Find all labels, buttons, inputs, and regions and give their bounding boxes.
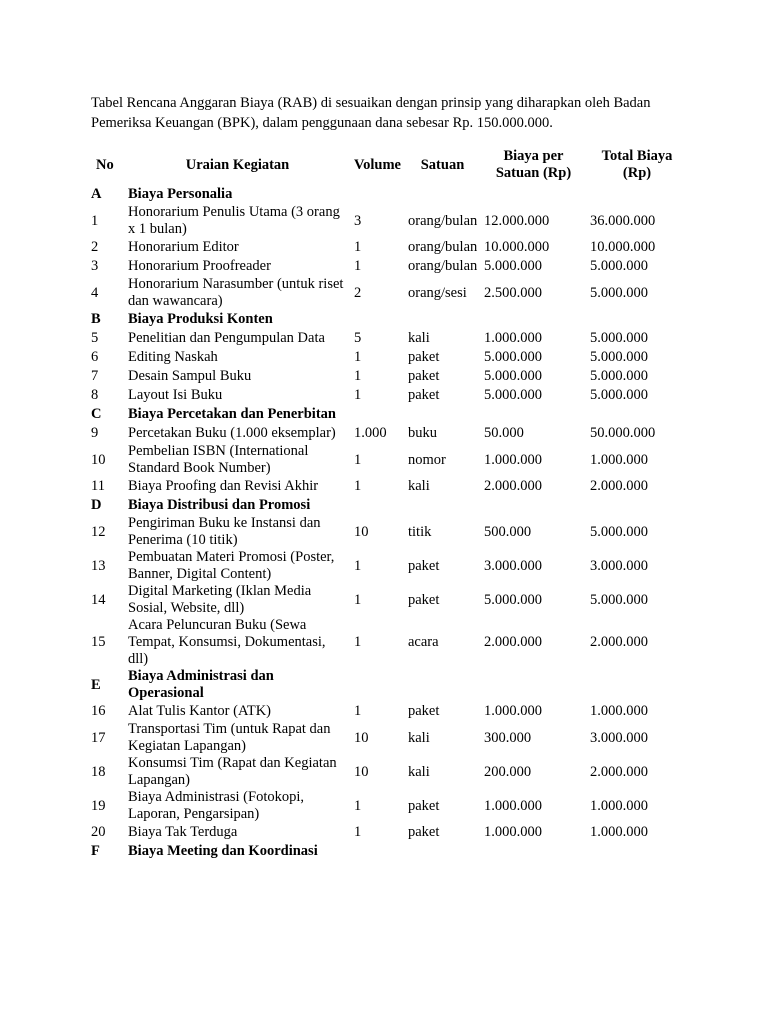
item-volume: 1 [354, 387, 362, 403]
item-uraian: Alat Tulis Kantor (ATK) [128, 703, 271, 719]
item-volume: 10 [354, 763, 369, 780]
empty-cell [480, 668, 586, 702]
item-uraian: Honorarium Narasumber (untuk riset dan wawancara) [128, 276, 344, 309]
empty-cell [404, 405, 480, 424]
item-volume: 1 [354, 634, 362, 650]
item-uraian: Desain Sampul Buku [128, 368, 252, 384]
item-total-biaya: 36.000.000 [590, 212, 656, 229]
item-uraian: Percetakan Buku (1.000 eksemplar) [128, 425, 336, 441]
table-row [87, 276, 687, 310]
section-code: B [91, 311, 101, 327]
item-biaya-per-satuan: 5.000.000 [484, 349, 542, 365]
item-satuan: kali [408, 478, 430, 494]
item-total-biaya: 5.000.000 [590, 349, 648, 365]
item-volume: 1 [354, 824, 362, 840]
empty-cell [480, 185, 586, 204]
section-code: A [91, 186, 102, 202]
empty-cell [350, 842, 404, 861]
section-row [87, 405, 687, 424]
item-uraian: Acara Peluncuran Buku (Sewa Tempat, Konsumsi, Dokumentasi, dll) [128, 617, 326, 667]
item-total-biaya: 2.000.000 [590, 478, 648, 494]
item-volume: 1 [354, 368, 362, 384]
header-no: No [96, 156, 114, 173]
item-satuan: buku [408, 425, 437, 441]
intro-paragraph: Tabel Rencana Anggaran Biaya (RAB) di sesuaikan dengan prinsip yang diharapkan oleh Badan Pemeriksa Keuangan (BPK), dalam penggunaan dana sebesar Rp. 150.000.000. [91, 95, 651, 131]
header-volume: Volume [354, 156, 401, 173]
item-uraian: Honorarium Editor [128, 239, 239, 255]
item-volume: 1 [354, 239, 362, 255]
item-satuan: acara [408, 634, 439, 650]
item-biaya-per-satuan: 1.000.000 [484, 451, 542, 468]
item-biaya-per-satuan: 5.000.000 [484, 368, 542, 384]
item-biaya-per-satuan: 12.000.000 [484, 212, 550, 229]
item-biaya-per-satuan: 50.000 [484, 425, 524, 441]
item-biaya-per-satuan: 2.000.000 [484, 634, 542, 650]
item-biaya-per-satuan: 1.000.000 [484, 703, 542, 719]
item-total-biaya: 2.000.000 [590, 763, 648, 780]
section-row [87, 668, 687, 702]
empty-cell [480, 842, 586, 861]
section-title: Biaya Personalia [128, 186, 233, 202]
item-total-biaya: 1.000.000 [590, 797, 648, 814]
item-uraian: Biaya Proofing dan Revisi Akhir [128, 478, 319, 494]
item-volume: 1.000 [354, 425, 387, 441]
item-uraian: Pengiriman Buku ke Instansi dan Penerima (10 titik) [128, 515, 321, 548]
empty-cell [586, 668, 687, 702]
table-row [87, 721, 687, 755]
item-uraian: Penelitian dan Pengumpulan Data [128, 330, 325, 346]
item-biaya-per-satuan: 5.000.000 [484, 387, 542, 403]
item-satuan: orang/bulan [408, 258, 478, 274]
item-volume: 3 [354, 212, 362, 229]
item-uraian: Konsumsi Tim (Rapat dan Kegiatan Lapangan) [128, 755, 337, 788]
empty-cell [586, 310, 687, 329]
item-total-biaya: 1.000.000 [590, 703, 648, 719]
empty-cell [480, 310, 586, 329]
item-no: 17 [91, 729, 106, 746]
item-no: 8 [91, 387, 99, 403]
item-volume: 1 [354, 349, 362, 365]
table-row [87, 702, 687, 721]
table-row [87, 515, 687, 549]
item-total-biaya: 5.000.000 [590, 591, 648, 608]
item-biaya-per-satuan: 10.000.000 [484, 239, 550, 255]
item-satuan: paket [408, 368, 440, 384]
section-code: F [91, 843, 100, 859]
header-uraian: Uraian Kegiatan [185, 156, 290, 173]
empty-cell [480, 405, 586, 424]
item-satuan: titik [408, 523, 432, 540]
item-satuan: orang/sesi [408, 284, 467, 301]
section-code: D [91, 497, 102, 513]
table-row [87, 238, 687, 257]
section-row [87, 185, 687, 204]
empty-cell [350, 668, 404, 702]
section-code: E [91, 676, 101, 693]
empty-cell [404, 668, 480, 702]
item-total-biaya: 5.000.000 [590, 330, 648, 346]
table-row [87, 329, 687, 348]
item-uraian: Digital Marketing (Iklan Media Sosial, Website, dll) [128, 583, 312, 616]
item-total-biaya: 50.000.000 [590, 425, 656, 441]
table-row [87, 549, 687, 583]
item-no: 13 [91, 557, 106, 574]
table-row [87, 789, 687, 823]
table-header-row [87, 145, 687, 185]
item-total-biaya: 1.000.000 [590, 451, 648, 468]
empty-cell [404, 842, 480, 861]
table-row [87, 583, 687, 617]
empty-cell [350, 310, 404, 329]
table-row [87, 204, 687, 238]
item-no: 2 [91, 239, 99, 255]
item-volume: 1 [354, 591, 362, 608]
item-satuan: orang/bulan [408, 239, 478, 255]
item-uraian: Honorarium Proofreader [128, 258, 271, 274]
item-no: 1 [91, 212, 99, 229]
item-no: 12 [91, 523, 106, 540]
item-uraian: Transportasi Tim (untuk Rapat dan Kegiatan Lapangan) [128, 721, 331, 754]
item-satuan: paket [408, 557, 440, 574]
item-satuan: paket [408, 703, 440, 719]
item-satuan: kali [408, 729, 430, 746]
item-satuan: paket [408, 349, 440, 365]
section-title: Biaya Distribusi dan Promosi [128, 497, 311, 513]
table-body [87, 185, 687, 861]
item-volume: 1 [354, 703, 362, 719]
item-volume: 1 [354, 557, 362, 574]
item-satuan: paket [408, 797, 440, 814]
table-row [87, 617, 687, 668]
section-title: Biaya Meeting dan Koordinasi [128, 843, 318, 859]
item-biaya-per-satuan: 5.000.000 [484, 258, 542, 274]
empty-cell [350, 496, 404, 515]
item-biaya-per-satuan: 500.000 [484, 523, 532, 540]
empty-cell [586, 185, 687, 204]
item-no: 5 [91, 330, 99, 346]
item-uraian: Layout Isi Buku [128, 387, 223, 403]
empty-cell [350, 185, 404, 204]
item-total-biaya: 5.000.000 [590, 368, 648, 384]
item-volume: 10 [354, 523, 369, 540]
item-satuan: kali [408, 763, 430, 780]
item-volume: 10 [354, 729, 369, 746]
item-biaya-per-satuan: 300.000 [484, 729, 532, 746]
item-total-biaya: 3.000.000 [590, 557, 648, 574]
item-volume: 1 [354, 451, 362, 468]
item-no: 9 [91, 425, 99, 441]
item-biaya-per-satuan: 2.500.000 [484, 284, 542, 301]
item-no: 7 [91, 368, 99, 384]
item-uraian: Editing Naskah [128, 349, 218, 365]
item-no: 11 [91, 478, 105, 494]
empty-cell [480, 496, 586, 515]
item-uraian: Biaya Administrasi (Fotokopi, Laporan, Pengarsipan) [128, 789, 305, 822]
item-no: 3 [91, 258, 99, 274]
rab-table [87, 145, 687, 861]
table-row [87, 367, 687, 386]
empty-cell [586, 842, 687, 861]
table-row [87, 348, 687, 367]
section-code: C [91, 406, 102, 422]
empty-cell [350, 405, 404, 424]
empty-cell [404, 185, 480, 204]
item-uraian: Pembelian ISBN (International Standard Book Number) [128, 443, 309, 476]
item-total-biaya: 5.000.000 [590, 387, 648, 403]
item-biaya-per-satuan: 200.000 [484, 763, 532, 780]
item-biaya-per-satuan: 1.000.000 [484, 330, 542, 346]
item-volume: 5 [354, 330, 362, 346]
table-row [87, 477, 687, 496]
section-row [87, 310, 687, 329]
item-total-biaya: 2.000.000 [590, 634, 648, 650]
item-biaya-per-satuan: 5.000.000 [484, 591, 542, 608]
item-no: 20 [91, 824, 106, 840]
table-row [87, 257, 687, 276]
table-row [87, 386, 687, 405]
item-no: 18 [91, 763, 106, 780]
item-no: 6 [91, 349, 99, 365]
item-no: 4 [91, 284, 99, 301]
header-total-biaya: Total Biaya (Rp) [601, 148, 673, 181]
item-volume: 1 [354, 478, 362, 494]
empty-cell [404, 496, 480, 515]
item-no: 10 [91, 451, 106, 468]
item-satuan: kali [408, 330, 430, 346]
table-row [87, 823, 687, 842]
item-total-biaya: 3.000.000 [590, 729, 648, 746]
item-satuan: paket [408, 824, 440, 840]
item-volume: 1 [354, 258, 362, 274]
item-uraian: Honorarium Penulis Utama (3 orang x 1 bulan) [128, 204, 340, 237]
item-satuan: orang/bulan [408, 212, 478, 229]
section-title: Biaya Percetakan dan Penerbitan [128, 406, 336, 422]
item-volume: 1 [354, 797, 362, 814]
item-total-biaya: 5.000.000 [590, 523, 648, 540]
table-row [87, 755, 687, 789]
item-biaya-per-satuan: 2.000.000 [484, 478, 542, 494]
section-title: Biaya Administrasi dan Operasional [128, 668, 274, 701]
table-row [87, 424, 687, 443]
item-total-biaya: 10.000.000 [590, 239, 656, 255]
section-row [87, 842, 687, 861]
item-no: 16 [91, 703, 106, 719]
empty-cell [586, 405, 687, 424]
item-total-biaya: 5.000.000 [590, 258, 648, 274]
item-total-biaya: 5.000.000 [590, 284, 648, 301]
item-uraian: Pembuatan Materi Promosi (Poster, Banner, Digital Content) [128, 549, 335, 582]
item-no: 19 [91, 797, 106, 814]
section-title: Biaya Produksi Konten [128, 311, 273, 327]
item-satuan: nomor [408, 451, 446, 468]
item-biaya-per-satuan: 3.000.000 [484, 557, 542, 574]
item-satuan: paket [408, 387, 440, 403]
item-no: 15 [91, 634, 106, 650]
item-uraian: Biaya Tak Terduga [128, 824, 238, 840]
empty-cell [586, 496, 687, 515]
table-row [87, 443, 687, 477]
header-biaya-per-satuan: Biaya per Satuan (Rp) [495, 148, 572, 181]
header-satuan: Satuan [420, 156, 465, 173]
section-row [87, 496, 687, 515]
item-volume: 2 [354, 284, 362, 301]
item-biaya-per-satuan: 1.000.000 [484, 797, 542, 814]
item-no: 14 [91, 591, 106, 608]
item-satuan: paket [408, 591, 440, 608]
empty-cell [404, 310, 480, 329]
item-biaya-per-satuan: 1.000.000 [484, 824, 542, 840]
item-total-biaya: 1.000.000 [590, 824, 648, 840]
